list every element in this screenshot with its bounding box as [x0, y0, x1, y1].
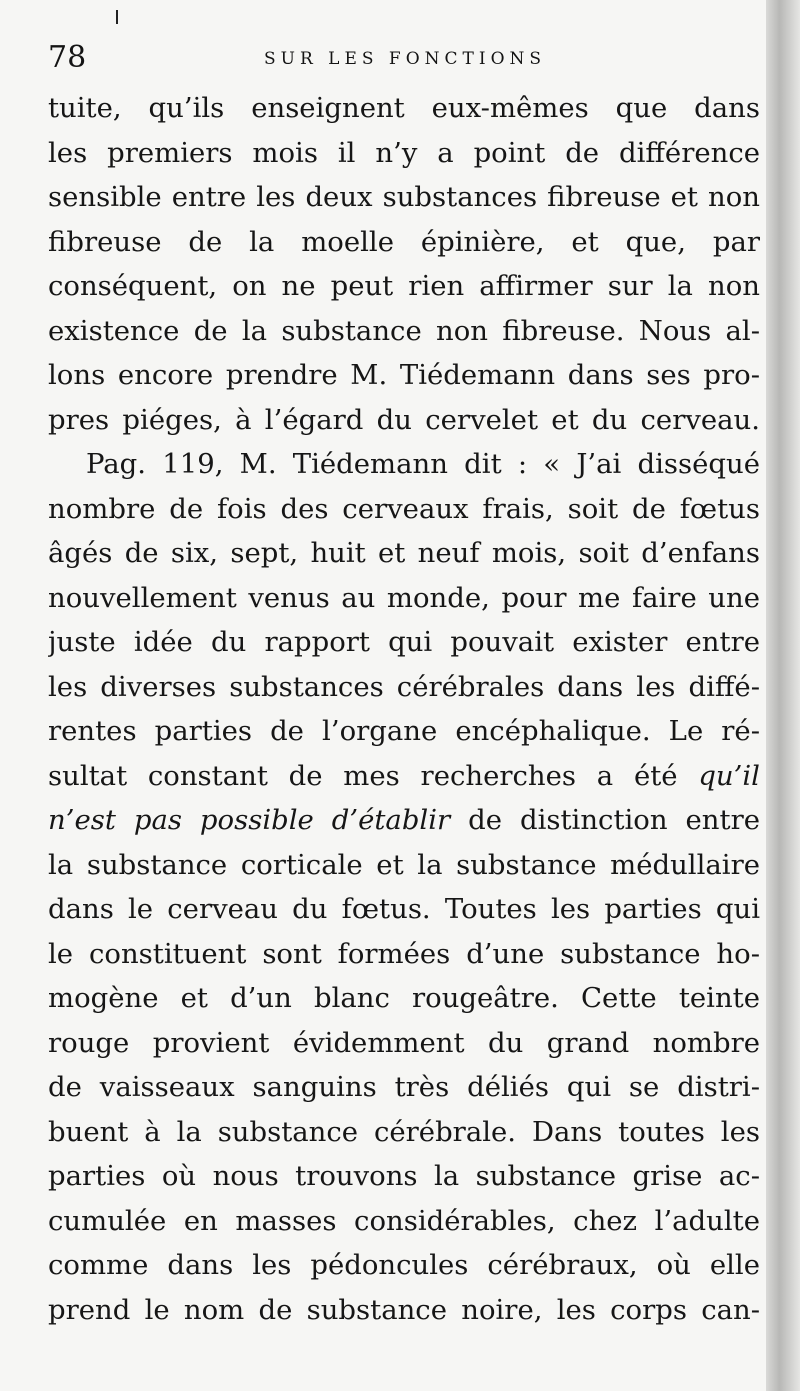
- running-head: SUR LES FONCTIONS: [264, 49, 547, 69]
- paragraph-first-line: Pag. 119, M. Tiédemann dit : « J’ai disséqué: [86, 448, 760, 480]
- text-line: de vaisseaux sanguins très déliés qui se distri-: [48, 1071, 760, 1103]
- text-line: prend le nom de substance noire, les corps can-: [48, 1293, 760, 1326]
- italic-text: n’est pas possible d’établir: [48, 804, 451, 836]
- text-line: sensible entre les deux substances fibreuse et non: [48, 181, 760, 213]
- text-line: comme dans les pédoncules cérébraux, où elle: [48, 1249, 760, 1281]
- text-line: rentes parties de l’organe encéphalique. Le ré-: [48, 715, 760, 747]
- text-line: fibreuse de la moelle épinière, et que, par: [48, 225, 760, 258]
- text-line: nouvellement venus au monde, pour me faire une: [48, 581, 760, 614]
- text-line: buent à la substance cérébrale. Dans toutes les: [48, 1115, 760, 1148]
- text-line: parties où nous trouvons la substance grise ac-: [48, 1160, 760, 1192]
- text-line: existence de la substance non fibreuse. Nous al-: [48, 314, 760, 347]
- page-header: [48, 40, 758, 80]
- text-line: les diverses substances cérébrales dans les diffé-: [48, 670, 760, 703]
- text-line: conséquent, on ne peut rien affirmer sur la non: [48, 270, 760, 302]
- text-line: juste idée du rapport qui pouvait exister entre: [48, 626, 760, 658]
- text-line: nombre de fois des cerveaux frais, soit de fœtus: [48, 492, 760, 525]
- text-line: âgés de six, sept, huit et neuf mois, soit d’enfans: [48, 537, 760, 569]
- text-line-with-italic: [48, 754, 760, 799]
- body-text: [48, 86, 760, 1332]
- text-line: dans le cerveau du fœtus. Toutes les parties qui: [48, 893, 760, 925]
- text-line: lons encore prendre M. Tiédemann dans ses pro-: [48, 359, 760, 391]
- text-line: la substance corticale et la substance médullaire: [48, 848, 760, 881]
- text-line: rouge provient évidemment du grand nombre: [48, 1026, 760, 1059]
- page-edge-shadow: [766, 0, 800, 1391]
- text-segment: sultat constant de mes recherches a été: [48, 759, 678, 792]
- text-line-with-italic: [48, 798, 760, 843]
- text-line: mogène et d’un blanc rougeâtre. Cette teinte: [48, 982, 760, 1014]
- text-line: pres piéges, à l’égard du cervelet et du cerveau.: [48, 403, 760, 436]
- text-line: cumulée en masses considérables, chez l’adulte: [48, 1204, 760, 1237]
- text-line: les premiers mois il n’y a point de différence: [48, 136, 760, 169]
- text-line: tuite, qu’ils enseignent eux-mêmes que dans: [48, 92, 760, 124]
- page-number: 78: [48, 40, 87, 75]
- text-line: le constituent sont formées d’une substance ho-: [48, 937, 760, 970]
- italic-text: qu’il: [698, 759, 760, 792]
- text-segment: de distinction entre: [468, 804, 760, 836]
- print-mark: [116, 10, 118, 24]
